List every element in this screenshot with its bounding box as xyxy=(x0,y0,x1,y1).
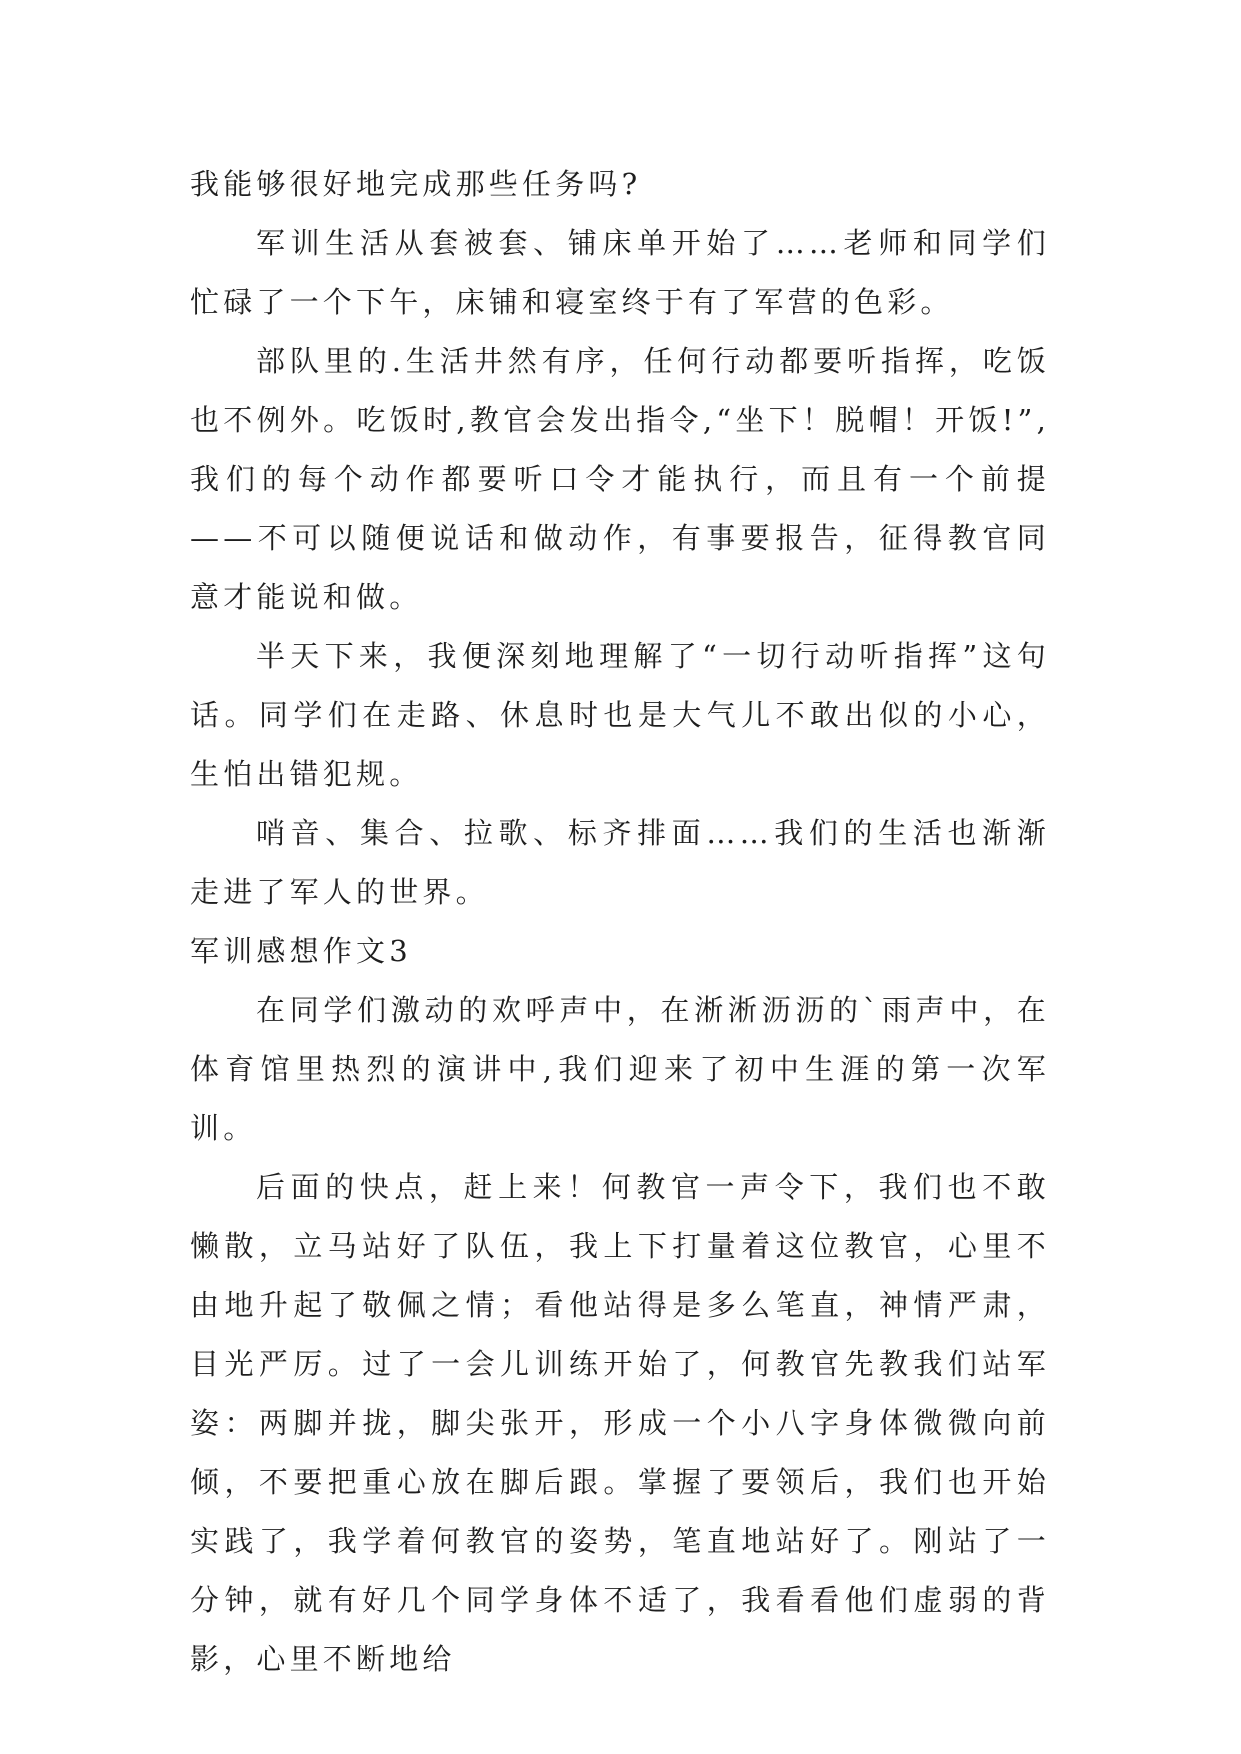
section-heading: 军训感想作文3 xyxy=(190,934,412,968)
paragraph: 哨音、集合、拉歌、标齐排面……我们的生活也渐渐走进了军人的世界。 xyxy=(190,816,1050,909)
paragraph: 在同学们激动的欢呼声中，在淅淅沥沥的`雨声中，在体育馆里热烈的演讲中,我们迎来了初中生涯的第一次军训。 xyxy=(190,993,1050,1145)
paragraph: 军训生活从套被套、铺床单开始了……老师和同学们忙碌了一个下午，床铺和寝室终于有了军营的色彩。 xyxy=(190,226,1050,319)
paragraph: 后面的快点，赶上来！何教官一声令下，我们也不敢懒散，立马站好了队伍，我上下打量着这位教官，心里不由地升起了敬佩之情；看他站得是多么笔直，神情严肃，目光严厉。过了一会儿训练开始了，何教官先教我们站军姿：两脚并拢，脚尖张开，形成一个小八字身体微微向前倾，不要把重心放在脚后跟。掌握了要领后，我们也开始实践了，我学着何教官的姿势，笔直地站好了。刚站了一分钟，就有好几个同学身体不适了，我看看他们虚弱的背影，心里不断地给 xyxy=(190,1170,1050,1676)
document-body xyxy=(190,155,1050,1689)
paragraph-continuation: 我能够很好地完成那些任务吗? xyxy=(190,167,642,201)
paragraph: 半天下来，我便深刻地理解了“一切行动听指挥”这句话。同学们在走路、休息时也是大气儿不敢出似的小心，生怕出错犯规。 xyxy=(190,639,1050,791)
paragraph: 部队里的.生活井然有序，任何行动都要听指挥，吃饭也不例外。吃饭时,教官会发出指令,“坐下！脱帽！开饭!”,我们的每个动作都要听口令才能执行，而且有一个前提——不可以随便说话和做动作，有事要报告，征得教官同意才能说和做。 xyxy=(190,344,1050,614)
